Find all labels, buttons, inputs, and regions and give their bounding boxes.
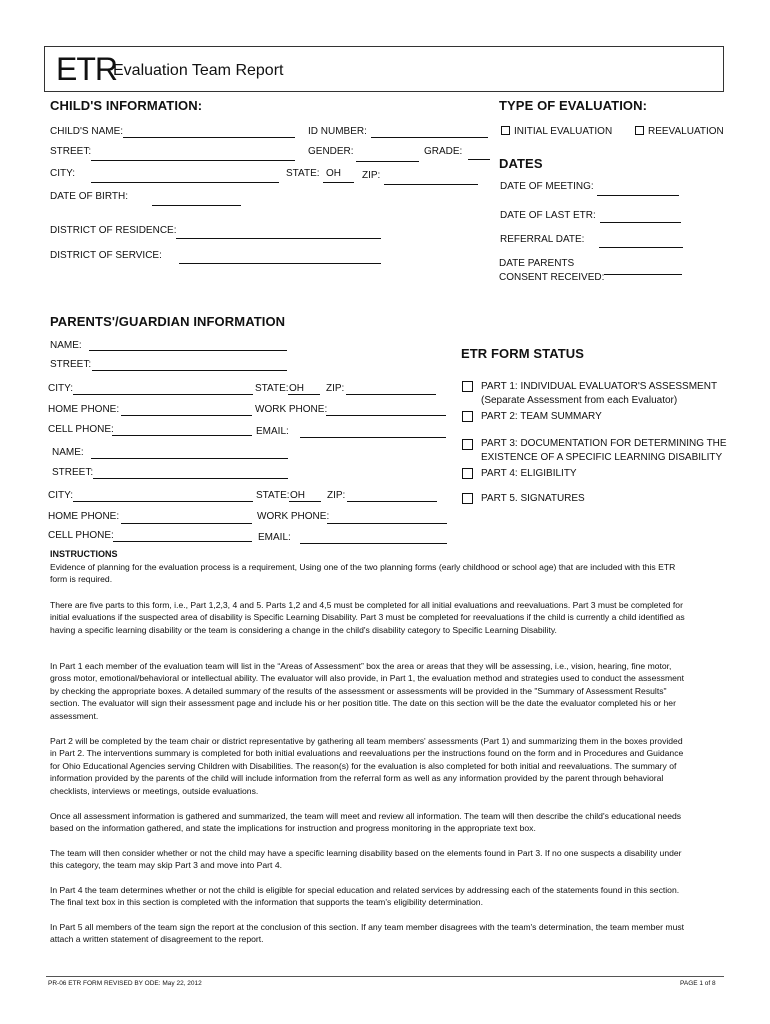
parent2-street-label: STREET: [52, 467, 94, 478]
gender-label: GENDER: [308, 146, 354, 157]
parent2-zip-label: ZIP: [327, 490, 346, 501]
parent2-name-field[interactable] [91, 458, 288, 459]
street-field[interactable] [91, 160, 295, 161]
parent1-home-phone-field[interactable] [121, 415, 252, 416]
parent1-state-field [288, 394, 320, 395]
reevaluation-label: REEVALUATION [648, 126, 724, 137]
part3-checkbox[interactable] [462, 439, 473, 450]
meeting-date-label: DATE OF MEETING: [500, 181, 594, 192]
parents-heading: PARENTS'/GUARDIAN INFORMATION [50, 314, 286, 329]
parent2-state-label: STATE: [256, 490, 290, 501]
parent1-email-field[interactable] [300, 437, 446, 438]
district-service-label: DISTRICT OF SERVICE: [50, 250, 162, 261]
initial-evaluation-checkbox[interactable] [501, 126, 510, 135]
part5-checkbox[interactable] [462, 493, 473, 504]
instructions-heading: INSTRUCTIONS [50, 549, 118, 559]
dob-label: DATE OF BIRTH: [50, 191, 128, 202]
city-label: CITY: [50, 168, 76, 179]
grade-field[interactable] [468, 159, 490, 160]
parent2-home-phone-field[interactable] [121, 523, 252, 524]
id-number-label: ID NUMBER: [308, 126, 367, 137]
instructions-paragraph: The team will then consider whether or not the child may have a specific learning disability based on the elements found in Part 3. If no one suspects a disability under this category, the team may skip Part 3 and move into Part 4. [50, 848, 682, 871]
evaluation-type-heading: TYPE OF EVALUATION: [499, 98, 648, 113]
consent-date-label-1: DATE PARENTS [499, 258, 575, 269]
parent2-city-label: CITY: [48, 490, 74, 501]
part1-label-2: (Separate Assessment from each Evaluator) [481, 395, 678, 406]
consent-date-label-2: CONSENT RECEIVED: [499, 272, 605, 283]
instructions-paragraph: Once all assessment information is gathered and summarized, the team will meet and review all information. The team will then describe the child's educational needs based on the information gathered, and state the implications for instruction and progress monitoring in the appropriate text box. [50, 811, 682, 834]
parent1-city-label: CITY: [48, 383, 74, 394]
meeting-date-field[interactable] [597, 195, 679, 196]
parent1-zip-field[interactable] [346, 394, 436, 395]
parent2-email-label: EMAIL: [258, 532, 291, 543]
part4-label: PART 4: ELIGIBILITY [481, 468, 577, 479]
part5-label: PART 5. SIGNATURES [481, 493, 585, 504]
part2-checkbox[interactable] [462, 411, 473, 422]
parent1-state-label: STATE: [255, 383, 289, 394]
parent2-email-field[interactable] [300, 543, 447, 544]
footer-rule [46, 976, 724, 977]
part3-label-2: EXISTENCE OF A SPECIFIC LEARNING DISABILITY [481, 452, 723, 463]
footer-form-id: PR-06 ETR FORM REVISED BY ODE: May 22, 2012 [48, 980, 202, 987]
parent2-cell-phone-label: CELL PHONE: [48, 530, 114, 541]
street-label: STREET: [50, 146, 92, 157]
parent2-work-phone-field[interactable] [327, 523, 447, 524]
footer-page-number: PAGE 1 of 8 [680, 980, 716, 987]
parent1-cell-phone-field[interactable] [112, 435, 252, 436]
parent1-zip-label: ZIP: [326, 383, 345, 394]
parent2-zip-field[interactable] [347, 501, 437, 502]
form-title: Evaluation Team Report [113, 62, 284, 79]
parent1-work-phone-label: WORK PHONE: [255, 404, 328, 415]
parent1-email-label: EMAIL: [256, 426, 289, 437]
parent2-work-phone-label: WORK PHONE: [257, 511, 330, 522]
city-field[interactable] [91, 182, 279, 183]
parent2-cell-phone-field[interactable] [113, 541, 252, 542]
status-heading: ETR FORM STATUS [461, 346, 585, 361]
gender-field[interactable] [356, 161, 419, 162]
part2-label: PART 2: TEAM SUMMARY [481, 411, 602, 422]
last-etr-date-field[interactable] [600, 222, 681, 223]
parent1-street-field[interactable] [92, 370, 287, 371]
instructions-paragraph: Part 2 will be completed by the team chair or district representative by gathering all team members' assessments (Part 1) and summarizing them in the boxes provided in Part 2. The interventions summary is completed for both initial evaluations and reevaluations per the instructions found on the form and in Procedures and Guidance for Ohio Educational Agencies serving Children with Disabilities. The reason(s) for the evaluation is also completed for both initial and reevaluations. The summary of information provided by the parents of the child will include information from the referral form as well as any information provided by the parent through behavioral checklists, interviews or meetings, outside evaluations. [50, 736, 684, 796]
parent2-city-field[interactable] [73, 501, 253, 502]
grade-label: GRADE: [424, 146, 463, 157]
initial-evaluation-label: INITIAL EVALUATION [514, 126, 613, 137]
parent1-work-phone-field[interactable] [326, 415, 446, 416]
referral-date-field[interactable] [599, 247, 683, 248]
parent1-street-label: STREET: [50, 359, 92, 370]
parent2-state-field [289, 501, 321, 502]
parent2-state-value[interactable]: OH [290, 490, 305, 501]
parent1-home-phone-label: HOME PHONE: [48, 404, 120, 415]
last-etr-date-label: DATE OF LAST ETR: [500, 210, 596, 221]
instructions-paragraph: In Part 1 each member of the evaluation team will list in the “Areas of Assessment” box the area or areas that they will be assessing, i.e., vision, hearing, fine motor, gross motor, emotional/behavioral or intellectual ability. The evaluator will also provide, in Part 1, the evaluation method and strategies used to conduct the assessment by checking the appropriate boxes. A detailed summary of the results of the assessment or assessments will be provided in the "Summary of Assessment Results" section. The evaluator will sign their assessment page and include his or her position title. The date on this section will be the date the evaluator completed his or her assessment. [50, 661, 685, 721]
state-label: STATE: [286, 168, 320, 179]
parent2-street-field[interactable] [93, 478, 288, 479]
id-number-field[interactable] [371, 137, 488, 138]
dob-field[interactable] [152, 205, 241, 206]
consent-date-field[interactable] [604, 274, 682, 275]
child-name-field[interactable] [123, 137, 295, 138]
district-service-field[interactable] [179, 263, 381, 264]
referral-date-label: REFERRAL DATE: [500, 234, 585, 245]
instructions-paragraph: In Part 4 the team determines whether or not the child is eligible for special education and related services by addressing each of the statements found in this section. The final text box in this section is completed with the information that supports the team's eligibility determination. [50, 885, 680, 908]
zip-field[interactable] [384, 184, 478, 185]
part3-label-1: PART 3: DOCUMENTATION FOR DETERMINING THE [481, 438, 727, 449]
parent2-name-label: NAME: [52, 447, 84, 458]
part4-checkbox[interactable] [462, 468, 473, 479]
parent1-state-value[interactable]: OH [289, 383, 304, 394]
form-acronym: ETR [56, 51, 117, 87]
zip-label: ZIP: [362, 170, 381, 181]
state-value[interactable]: OH [326, 168, 341, 179]
parent1-name-field[interactable] [89, 350, 287, 351]
parent2-home-phone-label: HOME PHONE: [48, 511, 120, 522]
instructions-paragraph: In Part 5 all members of the team sign the report at the conclusion of this section. If any team member disagrees with the team's determination, the team member must attach a written statement of disagreement to the report. [50, 922, 685, 945]
parent1-name-label: NAME: [50, 340, 82, 351]
part1-label-1: PART 1: INDIVIDUAL EVALUATOR'S ASSESSMENT [481, 381, 718, 392]
district-residence-field[interactable] [176, 238, 381, 239]
instructions-paragraph: There are five parts to this form, i.e., Part 1,2,3, 4 and 5. Parts 1,2 and 4,5 must be completed for all initial evaluations and reevaluations. Part 3 must be completed for initial evaluations if the suspected area of disability is Specific Learning Disability. Part 3 must be completed for reevaluations if the child is currently a child identified as having a specific learning disability or the team is considering a change in the child's disability category to Specific Learning Disability. [50, 600, 685, 635]
parent1-city-field[interactable] [73, 394, 253, 395]
dates-heading: DATES [499, 156, 543, 171]
state-field [323, 182, 354, 183]
district-residence-label: DISTRICT OF RESIDENCE: [50, 225, 177, 236]
instructions-paragraph: Evidence of planning for the evaluation process is a requirement, Using one of the two planning forms (early childhood or school age) that are included with this ETR form is required. [50, 562, 676, 585]
part1-checkbox[interactable] [462, 381, 473, 392]
child-name-label: CHILD'S NAME: [50, 126, 124, 137]
parent1-cell-phone-label: CELL PHONE: [48, 424, 114, 435]
child-info-heading: CHILD'S INFORMATION: [50, 98, 203, 113]
reevaluation-checkbox[interactable] [635, 126, 644, 135]
